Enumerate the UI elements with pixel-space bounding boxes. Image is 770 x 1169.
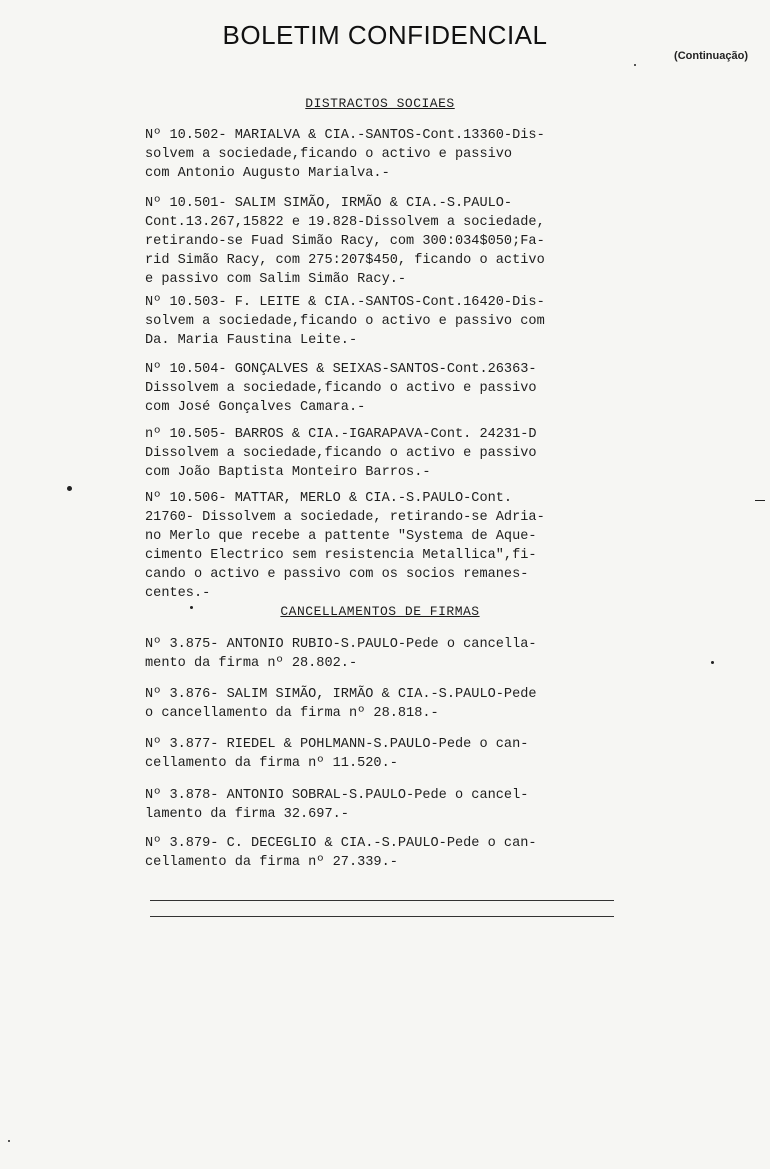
section-heading-cancellamentos: CANCELLAMENTOS DE FIRMAS	[280, 604, 480, 619]
entry-10503	[145, 293, 635, 350]
entry-3875	[145, 635, 635, 673]
document-title: BOLETIM CONFIDENCIAL	[222, 20, 548, 50]
entry-line: Nº 3.878- ANTONIO SOBRAL-S.PAULO-Pede o cancel-	[145, 788, 529, 803]
scan-speck	[634, 64, 636, 66]
entry-3876	[145, 685, 635, 723]
entry-line: Nº 3.875- ANTONIO RUBIO-S.PAULO-Pede o cancella-	[145, 637, 537, 652]
entry-10502	[145, 126, 635, 183]
entry-line: retirando-se Fuad Simão Racy, com 300:034$050;Fa-	[145, 234, 545, 249]
entry-line: Nº 10.506- MATTAR, MERLO & CIA.-S.PAULO-Cont.	[145, 491, 513, 506]
entry-line: centes.-	[145, 586, 211, 601]
entry-line: 21760- Dissolvem a sociedade, retirando-se Adria-	[145, 510, 545, 525]
section-heading-distractos: DISTRACTOS SOCIAES	[305, 96, 455, 111]
closing-rule-top	[150, 900, 614, 901]
entry-10504	[145, 360, 635, 417]
scan-speck	[190, 606, 193, 609]
entry-line: cellamento da firma nº 27.339.-	[145, 855, 398, 870]
entry-10506	[145, 489, 635, 603]
entry-line: cimento Electrico sem resistencia Metallica",fi-	[145, 548, 537, 563]
entry-10505	[145, 425, 635, 482]
scan-speck	[711, 661, 714, 664]
entry-line: com José Gonçalves Camara.-	[145, 400, 366, 415]
entry-line: e passivo com Salim Simão Racy.-	[145, 272, 407, 287]
entry-line: Nº 10.502- MARIALVA & CIA.-SANTOS-Cont.13360-Dis-	[145, 128, 545, 143]
entry-line: Dissolvem a sociedade,ficando o activo e passivo	[145, 446, 537, 461]
closing-rule-bottom	[150, 916, 614, 917]
entry-10501	[145, 194, 635, 289]
entry-line: mento da firma nº 28.802.-	[145, 656, 358, 671]
entry-line: nº 10.505- BARROS & CIA.-IGARAPAVA-Cont. 24231-D	[145, 427, 537, 442]
entry-line: Cont.13.267,15822 e 19.828-Dissolvem a sociedade,	[145, 215, 545, 230]
entry-line: cando o activo e passivo com os socios remanes-	[145, 567, 529, 582]
entry-line: Nº 10.503- F. LEITE & CIA.-SANTOS-Cont.16420-Dis-	[145, 295, 545, 310]
entry-line: rid Simão Racy, com 275:207$450, ficando o activo	[145, 253, 545, 268]
entry-line: Dissolvem a sociedade,ficando o activo e passivo	[145, 381, 537, 396]
entry-line: no Merlo que recebe a pattente "Systema de Aque-	[145, 529, 537, 544]
entry-line: com João Baptista Monteiro Barros.-	[145, 465, 431, 480]
entry-line: com Antonio Augusto Marialva.-	[145, 166, 390, 181]
entry-line: solvem a sociedade,ficando o activo e passivo com	[145, 314, 545, 329]
entry-3877	[145, 735, 635, 773]
entry-line: solvem a sociedade,ficando o activo e passivo	[145, 147, 513, 162]
scan-speck	[67, 486, 72, 491]
entry-line: Nº 3.877- RIEDEL & POHLMANN-S.PAULO-Pede o can-	[145, 737, 529, 752]
entry-line: Da. Maria Faustina Leite.-	[145, 333, 358, 348]
entry-3878	[145, 786, 635, 824]
entry-line: cellamento da firma nº 11.520.-	[145, 756, 398, 771]
entry-line: Nº 10.501- SALIM SIMÃO, IRMÃO & CIA.-S.PAULO-	[145, 196, 513, 211]
entry-3879	[145, 834, 635, 872]
entry-line: lamento da firma 32.697.-	[145, 807, 349, 822]
scan-speck	[8, 1140, 10, 1142]
entry-line: Nº 3.876- SALIM SIMÃO, IRMÃO & CIA.-S.PAULO-Pede	[145, 687, 537, 702]
scan-speck	[755, 500, 765, 501]
entry-line: Nº 10.504- GONÇALVES & SEIXAS-SANTOS-Cont.26363-	[145, 362, 537, 377]
entry-line: Nº 3.879- C. DECEGLIO & CIA.-S.PAULO-Pede o can-	[145, 836, 537, 851]
entry-line: o cancellamento da firma nº 28.818.-	[145, 706, 439, 721]
continuation-label: (Continuação)	[674, 50, 748, 62]
